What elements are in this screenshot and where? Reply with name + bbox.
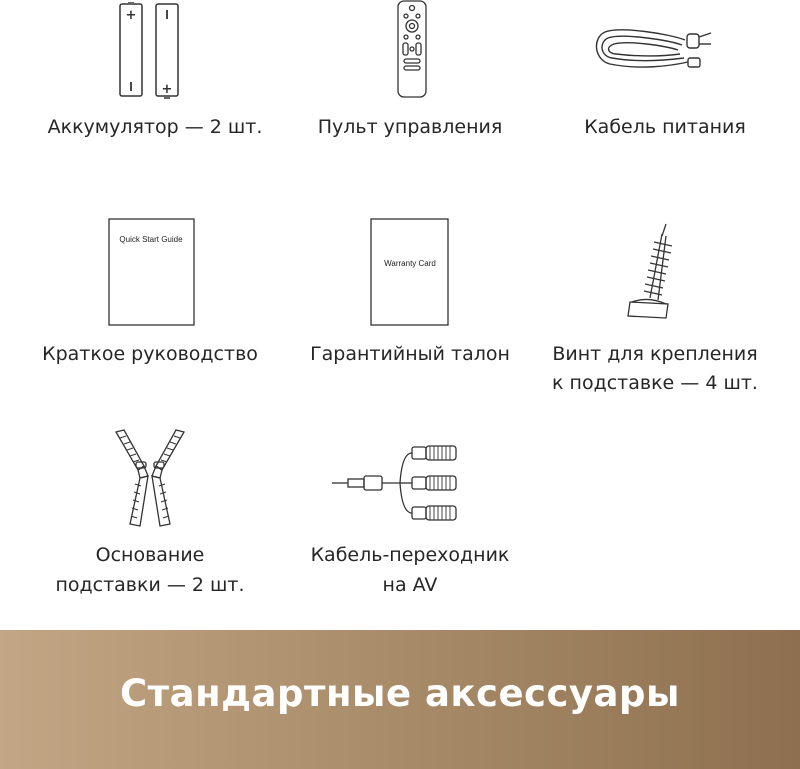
svg-text:+: + xyxy=(125,8,137,23)
remote-control-icon xyxy=(396,0,428,100)
item-label-mounting-screw-line2: к подставке — 4 шт. xyxy=(552,372,758,394)
item-label-mounting-screw-line1: Винт для крепления xyxy=(552,343,758,365)
battery-icon xyxy=(110,2,190,102)
item-label-stand-base-line2: подставки — 2 шт. xyxy=(55,574,245,596)
power-cable-icon xyxy=(590,18,720,78)
svg-text:Warranty Card: Warranty Card xyxy=(384,259,436,268)
stand-base-icon xyxy=(110,428,190,530)
mounting-screw-icon xyxy=(620,222,680,322)
item-label-remote: Пульт управления xyxy=(317,116,503,138)
av-adapter-cable-icon xyxy=(330,443,460,523)
item-label-power-cable: Кабель питания xyxy=(584,116,746,138)
item-label-battery: Аккумулятор — 2 шт. xyxy=(47,116,263,138)
svg-text:+: + xyxy=(161,82,173,97)
item-label-warranty-card: Гарантийный талон xyxy=(310,343,510,365)
quick-start-guide-icon xyxy=(108,218,196,328)
item-label-av-adapter-line1: Кабель-переходник xyxy=(310,544,510,566)
warranty-card-icon xyxy=(370,218,450,328)
banner-title: Стандартные аксессуары xyxy=(120,672,680,715)
svg-text:Quick Start Guide: Quick Start Guide xyxy=(119,235,183,244)
accessories-banner xyxy=(0,630,800,769)
item-label-stand-base-line1: Основание xyxy=(95,544,205,566)
item-label-quick-start-guide: Краткое руководство xyxy=(42,343,258,365)
item-label-av-adapter-line2: на AV xyxy=(382,574,438,596)
